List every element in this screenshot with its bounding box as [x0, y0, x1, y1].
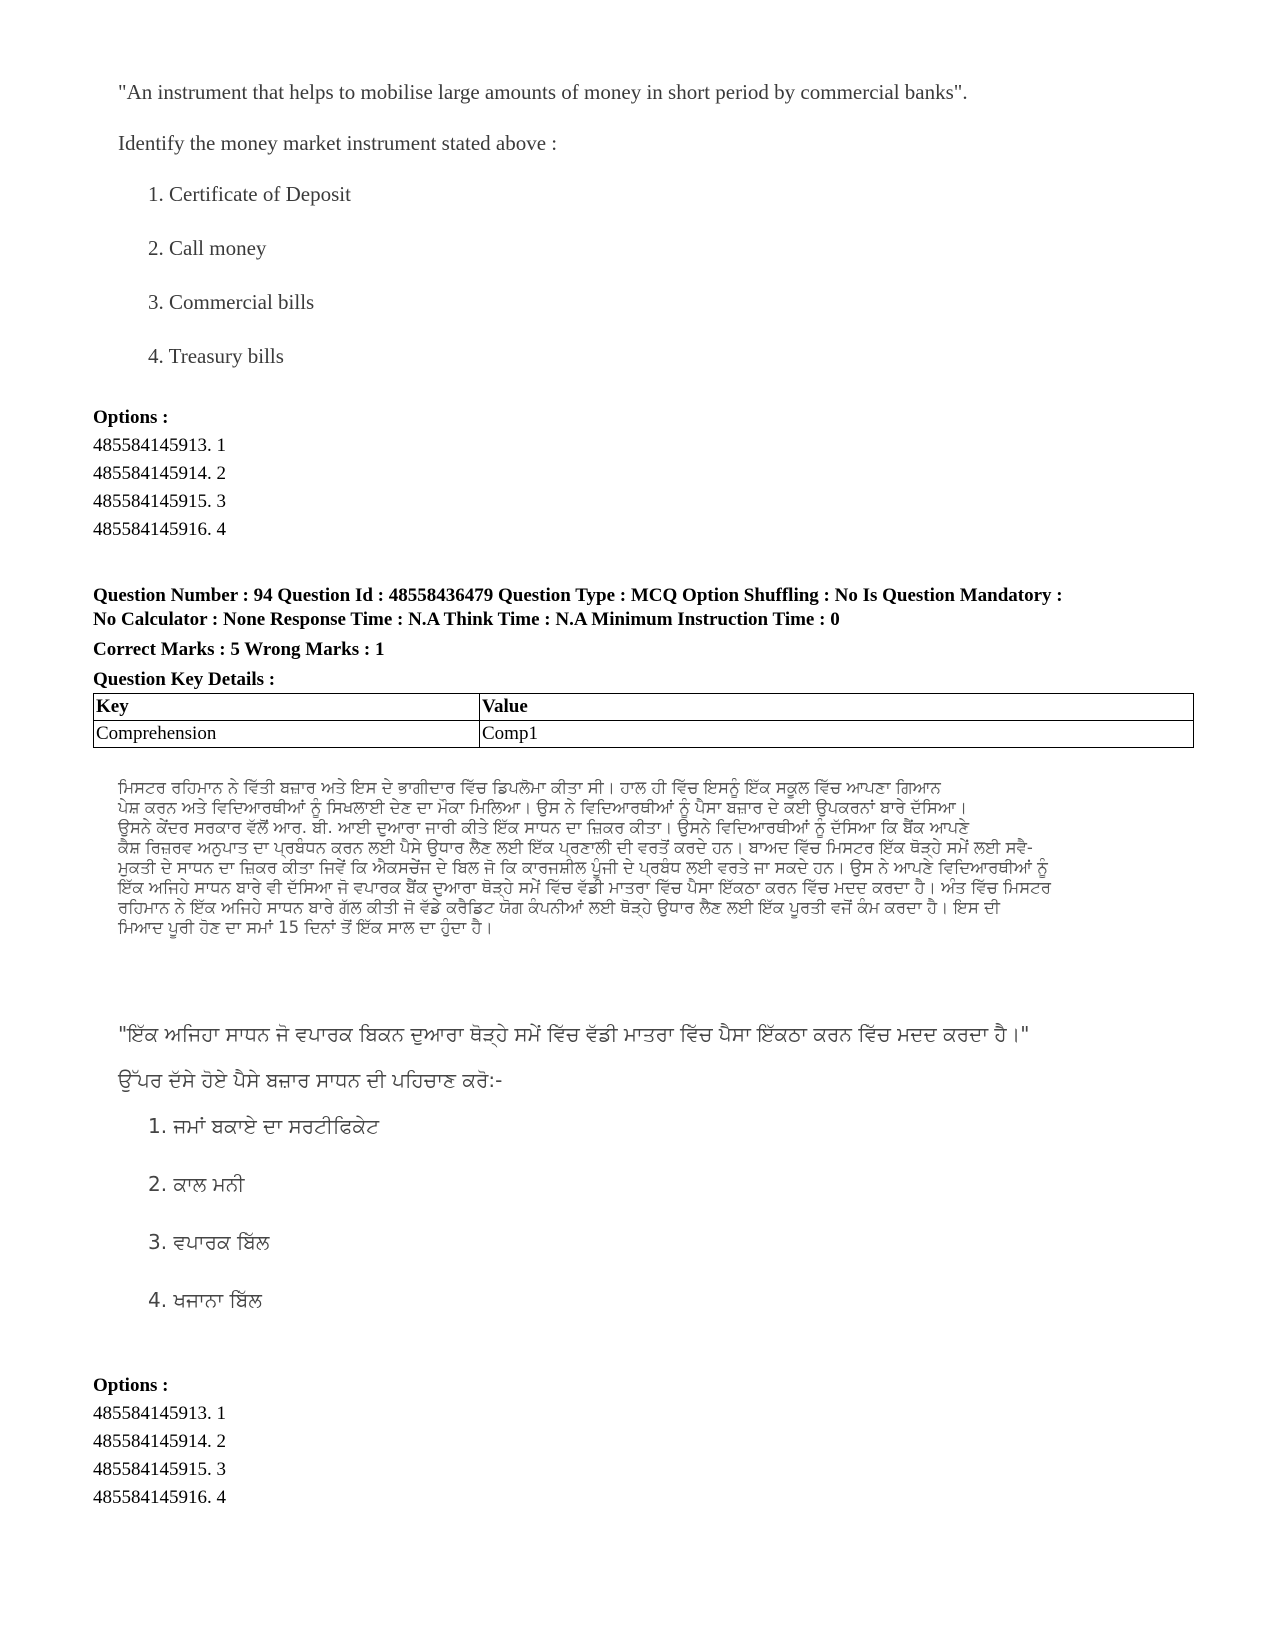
question-stem-english — [118, 80, 968, 398]
options-label: Options : — [93, 1375, 169, 1396]
choice-item: 1. ਜਮਾਂ ਬਕਾਏ ਦਾ ਸਰਟੀਫਿਕੇਟ — [148, 1114, 380, 1138]
passage-line: ਉਸਨੇ ਕੇਂਦਰ ਸਰਕਾਰ ਵੱਲੋਂ ਆਰ. ਬੀ. ਆਈ ਦੁਆਰਾ ਜਾਰੀ ਕੀਤੇ ਇੱਕ ਸਾਧਨ ਦਾ ਜ਼ਿਕਰ ਕੀਤਾ। ਉਸਨੇ ਵਿਦਿਆਰਥੀਆਂ ਨੂੰ ਦੱਸਿਆ ਕਿ ਬੈਂਕ ਆਪਣੇ — [118, 818, 970, 837]
question-quote: "An instrument that helps to mobilise large amounts of money in short period by commercial banks". — [118, 80, 968, 104]
options-label: Options : — [93, 407, 169, 428]
passage-line: ਮੁਕਤੀ ਦੇ ਸਾਧਨ ਦਾ ਜ਼ਿਕਰ ਕੀਤਾ ਜਿਵੇਂ ਕਿ ਐਕਸਚੇਂਜ ਦੇ ਬਿਲ ਜੋ ਕਿ ਕਾਰਜਸ਼ੀਲ ਪੂੰਜੀ ਦੇ ਪ੍ਰਬੰਧ ਲਈ ਵਰਤੇ ਜਾ ਸਕਦੇ ਹਨ। ਉਸ ਨੇ ਆਪਣੇ ਵਿਦਿਆਰਥੀਆਂ ਨੂੰ — [118, 858, 1048, 877]
question-prompt: ਉੱਪਰ ਦੱਸੇ ਹੋਏ ਪੈਸੇ ਬਜ਼ਾਰ ਸਾਧਨ ਦੀ ਪਹਿਚਾਣ ਕਰੋ:- — [118, 1068, 503, 1092]
question-metadata — [93, 584, 1193, 692]
option-id: 485584145914. 2 — [93, 1431, 226, 1452]
table-cell-key: Comprehension — [94, 721, 480, 748]
choice-item: 3. Commercial bills — [148, 290, 315, 314]
metadata-line-1: Question Number : 94 Question Id : 48558436479 Question Type : MCQ Option Shuffling : No Is Question Mandatory : — [93, 585, 1063, 606]
choice-item: 1. Certificate of Deposit — [148, 182, 351, 206]
table-row — [94, 721, 1194, 748]
choice-item: 4. Treasury bills — [148, 344, 284, 368]
marks-line: Correct Marks : 5 Wrong Marks : 1 — [93, 639, 385, 660]
passage-line: ਪੇਸ਼ ਕਰਨ ਅਤੇ ਵਿਦਿਆਰਥੀਆਂ ਨੂੰ ਸਿਖਲਾਈ ਦੇਣ ਦਾ ਮੌਕਾ ਮਿਲਿਆ। ਉਸ ਨੇ ਵਿਦਿਆਰਥੀਆਂ ਨੂੰ ਪੈਸਾ ਬਜ਼ਾਰ ਦੇ ਕਈ ਉਪਕਰਨਾਂ ਬਾਰੇ ਦੱਸਿਆ। — [118, 798, 967, 817]
options-block — [93, 404, 226, 544]
choice-list — [118, 182, 968, 398]
choice-item: 4. ਖਜਾਨਾ ਬਿੱਲ — [148, 1288, 262, 1312]
table-cell-value: Comp1 — [480, 721, 1194, 748]
passage-line: ਇੱਕ ਅਜਿਹੇ ਸਾਧਨ ਬਾਰੇ ਵੀ ਦੱਸਿਆ ਜੋ ਵਪਾਰਕ ਬੈਂਕ ਦੁਆਰਾ ਥੋੜ੍ਹੇ ਸਮੇਂ ਵਿੱਚ ਵੱਡੀ ਮਾਤਰਾ ਵਿੱਚ ਪੈਸਾ ਇੱਕਠਾ ਕਰਨ ਵਿੱਚ ਮਦਦ ਕਰਦਾ ਹੈ। ਅੰਤ ਵਿੱਚ ਮਿਸਟਰ — [118, 878, 1052, 897]
option-id: 485584145916. 4 — [93, 519, 226, 540]
option-id: 485584145913. 1 — [93, 435, 226, 456]
table-header-row — [94, 694, 1194, 721]
comprehension-passage — [118, 778, 1148, 938]
question-prompt: Identify the money market instrument stated above : — [118, 131, 558, 155]
choice-item: 3. ਵਪਾਰਕ ਬਿੱਲ — [148, 1230, 270, 1254]
option-id: 485584145915. 3 — [93, 1459, 226, 1480]
option-id: 485584145915. 3 — [93, 491, 226, 512]
passage-line: ਕੈਸ਼ ਰਿਜ਼ਰਵ ਅਨੁਪਾਤ ਦਾ ਪ੍ਰਬੰਧਨ ਕਰਨ ਲਈ ਪੈਸੇ ਉਧਾਰ ਲੈਣ ਲਈ ਇੱਕ ਪ੍ਰਣਾਲੀ ਦੀ ਵਰਤੋਂ ਕਰਦੇ ਹਨ। ਬਾਅਦ ਵਿੱਚ ਮਿਸਟਰ ਇੱਕ ਥੋੜ੍ਹੇ ਸਮੇਂ ਲਈ ਸਵੈ- — [118, 838, 1033, 857]
passage-line: ਰਹਿਮਾਨ ਨੇ ਇੱਕ ਅਜਿਹੇ ਸਾਧਨ ਬਾਰੇ ਗੱਲ ਕੀਤੀ ਜੋ ਵੱਡੇ ਕਰੈਡਿਟ ਯੋਗ ਕੰਪਨੀਆਂ ਲਈ ਥੋੜ੍ਹੇ ਉਧਾਰ ਲੈਣ ਲਈ ਇੱਕ ਪੂਰਤੀ ਵਜੋਂ ਕੰਮ ਕਰਦਾ ਹੈ। ਇਸ ਦੀ — [118, 898, 1001, 917]
key-details-label: Question Key Details : — [93, 669, 276, 690]
passage-line: ਮਿਸਟਰ ਰਹਿਮਾਨ ਨੇ ਵਿੱਤੀ ਬਜ਼ਾਰ ਅਤੇ ਇਸ ਦੇ ਭਾਗੀਦਾਰ ਵਿੱਚ ਡਿਪਲੋਮਾ ਕੀਤਾ ਸੀ। ਹਾਲ ਹੀ ਵਿੱਚ ਇਸਨੂੰ ਇੱਕ ਸਕੂਲ ਵਿੱਚ ਆਪਣਾ ਗਿਆਨ — [118, 778, 941, 797]
key-details-table — [93, 693, 1194, 748]
choice-item: 2. ਕਾਲ ਮਨੀ — [148, 1172, 245, 1196]
table-header-key: Key — [94, 694, 480, 721]
table-header-value: Value — [480, 694, 1194, 721]
passage-line: ਮਿਆਦ ਪੂਰੀ ਹੋਣ ਦਾ ਸਮਾਂ 15 ਦਿਨਾਂ ਤੋਂ ਇੱਕ ਸਾਲ ਦਾ ਹੁੰਦਾ ਹੈ। — [118, 918, 493, 937]
options-block — [93, 1372, 226, 1512]
choice-list — [118, 1114, 1029, 1346]
question-quote: "ਇੱਕ ਅਜਿਹਾ ਸਾਧਨ ਜੋ ਵਪਾਰਕ ਬਿਕਨ ਦੁਆਰਾ ਥੋੜ੍ਹੇ ਸਮੇਂ ਵਿੱਚ ਵੱਡੀ ਮਾਤਰਾ ਵਿੱਚ ਪੈਸਾ ਇੱਕਠਾ ਕਰਨ ਵਿੱਚ ਮਦਦ ਕਰਦਾ ਹੈ।" — [118, 1022, 1030, 1046]
choice-item: 2. Call money — [148, 236, 267, 260]
option-id: 485584145913. 1 — [93, 1403, 226, 1424]
question-stem-punjabi — [118, 1022, 1029, 1346]
option-id: 485584145914. 2 — [93, 463, 226, 484]
option-id: 485584145916. 4 — [93, 1487, 226, 1508]
metadata-line-2: No Calculator : None Response Time : N.A Think Time : N.A Minimum Instruction Time : 0 — [93, 609, 840, 630]
